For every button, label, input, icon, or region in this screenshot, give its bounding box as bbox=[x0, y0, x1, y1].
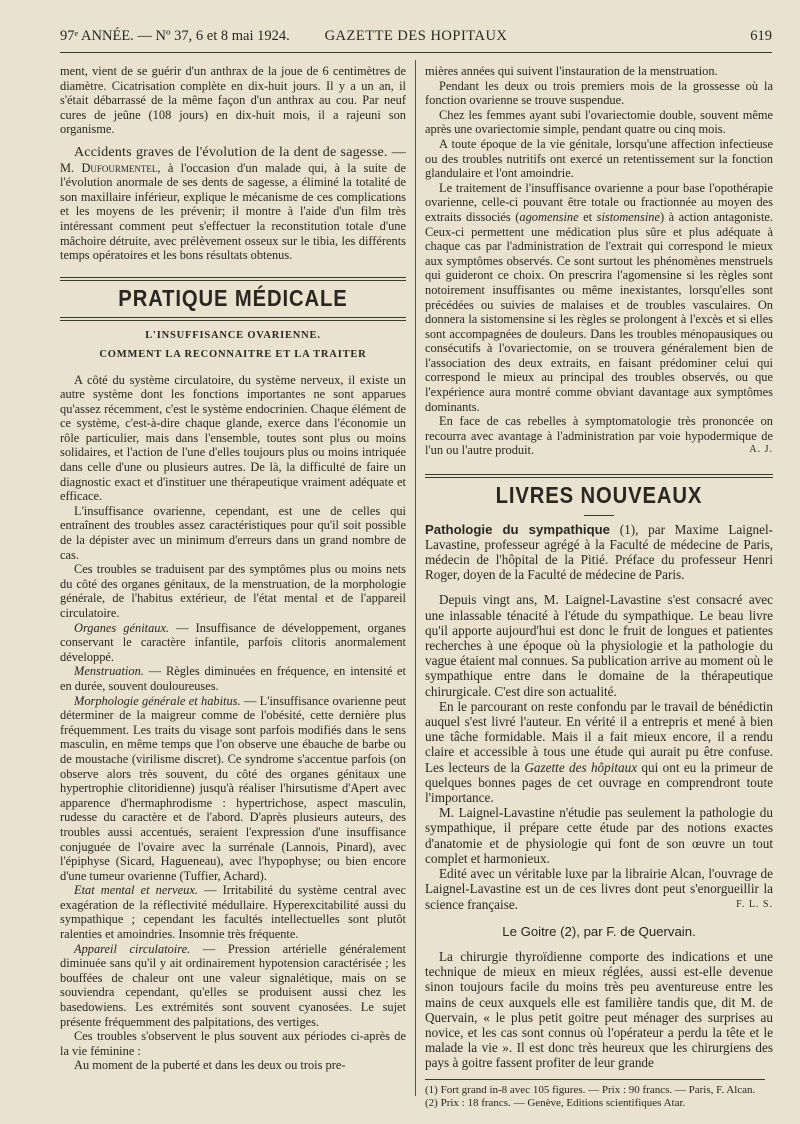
footnote-rule bbox=[425, 1079, 765, 1080]
gazette-title: Gazette des hôpitaux bbox=[524, 759, 638, 775]
puberte-paragraph: Au moment de la puberté et dans les deux ou trois pre- bbox=[74, 1058, 346, 1073]
agomensine-term: agomensine bbox=[519, 209, 579, 224]
periodes-paragraph: Ces troubles s'observent le plus souvent aux périodes ci-après de la vie féminine : bbox=[60, 1029, 406, 1058]
header-rule bbox=[60, 52, 772, 53]
left-column bbox=[60, 64, 406, 1073]
section-rule bbox=[60, 277, 406, 281]
footnote-2: (2) Prix : 18 francs. — Genève, Editions scientifiques Atar. bbox=[425, 1096, 686, 1109]
journal-title: GAZETTE DES HOPITAUX bbox=[324, 28, 508, 44]
footnote-1: (1) Fort grand in-8 avec 105 figures. — Prix : 90 francs. — Paris, F. Alcan. bbox=[425, 1083, 756, 1096]
grossesse-paragraph: Pendant les deux ou trois premiers mois de la grossesse où la fonction ovarienne se trouve suspendue. bbox=[425, 78, 773, 108]
accidents-paragraph bbox=[60, 145, 406, 263]
book1-paragraph-1: Depuis vingt ans, M. Laignel-Lavastine s'est consacré avec une inlassable ténacité à l'étude du sympathique. Le beau livre qu'il apporte aujourd'hui est donc le fruit de longues et patientes recherches à une époque où la physiologie et la pathologie du vague étaient mal connues. Sa publication arrive au moment où le sympathique entre dans le domaine de la thérapeutique chirurgicale. C'est dire son actualité. bbox=[425, 592, 773, 699]
appareil-label: Appareil circulatoire. bbox=[74, 941, 191, 956]
appareil-paragraph bbox=[60, 942, 406, 1030]
article-subtitle: COMMENT LA RECONNAITRE ET LA TRAITER bbox=[99, 348, 367, 360]
traitement-paragraph bbox=[425, 181, 773, 415]
menstruation-paragraph bbox=[60, 664, 406, 693]
book2-title: Le Goitre (2), par F. de Quervain. bbox=[502, 923, 696, 939]
troubles-paragraph: Ces troubles se traduisent par des symptômes plus ou moins nets du côté des organes génitaux, de la menstruation, de la morphologie générale, de l'habitus extérieur, de l'état mental et de l'appareil circulatoire. bbox=[60, 562, 406, 620]
ovariectomie-paragraph: Chez les femmes ayant subi l'ovariectomie double, souvent même après une ovariectomie simple, pendant quatre ou cinq mois. bbox=[425, 107, 773, 137]
book1-paragraph-4 bbox=[425, 866, 773, 912]
issue-info: 97ᵉ ANNÉE. — Nº 37, 6 et 8 mai 1924. bbox=[60, 28, 290, 44]
page-number: 619 bbox=[750, 28, 772, 44]
continuation-paragraph: mières années qui suivent l'instauration de la menstruation. bbox=[425, 64, 718, 78]
intro-paragraph: A côté du système circulatoire, du système nerveux, il existe un autre système dont les fonctions importantes ne sont apparues qu'assez récemment, c'est le système endocrinien. Chaque élément de ce système, c'est-à-dire chaque glande, exerce dans l'économie un rôle particulier, mais dans l'ensemble, toutes sont plus ou moins solidaires, et l'action de l'une d'elles toujours plus ou moins intriquée dans celle d'une ou plusieurs autres. De là, la difficulté de faire un diagnostic exact et d'instituer une thérapeutique vraiment adéquate et efficace. bbox=[60, 372, 406, 504]
etat-label: Etat mental et nerveux. bbox=[74, 883, 198, 898]
signature-aj: A. J. bbox=[749, 444, 773, 456]
appareil-text: — Pression artérielle généralement diminuée sans qu'il y ait ordinairement hypotension caractérisée ; les bouffées de chaleur ont une valeur signalétique, mais on se souviendra cependant, qu'elles se produisent aussi chez les basedowiens. Les extrémités sont souvent cyanosées. Le sujet présente fréquemment des palpitations, des vertiges. bbox=[60, 941, 406, 1029]
et-word: et bbox=[578, 209, 597, 224]
section-rule bbox=[60, 317, 406, 321]
rebelles-text: En face de cas rebelles à symptomatologie très prononcée on recourra avec avantage à l'administration par voie hypodermique de l'un ou l'autre produit. bbox=[425, 414, 773, 458]
book2-paragraph-1: La chirurgie thyroïdienne comporte des indications et une technique de mieux en mieux réglées, aussi est-elle devenue sinon toujours facile du moins très peu aventureuse entre les mains de ceux auxquels elle est familière tandis que, dit M. de Quervain, « le plus petit goitre peut ménager des surprises au novice, et les cas sont connus où l'opérateur a perdu la tête et le malade la vie ». Il est donc très heureux que les chirurgiens des pays à goitre fassent profiter de leur grande bbox=[425, 948, 773, 1071]
toute-epoque-paragraph: A toute époque de la vie génitale, lorsqu'une affection infectieuse ou des troubles nutritifs ont exercé un retentissement sur la fonction glandulaire et l'ont amoindrie. bbox=[425, 136, 773, 181]
traitement-text-b: ) à action antagoniste. Ceux-ci permettent une médication plus sûre et plus adéquate à chaque cas par l'administration de l'extrait qui correspond le mieux aux symptômes observés. Ce sont surtout les phénomènes menstruels qui guideront ce choix. On prescrira l'agomensine si les règles sont notoirement insuffisantes ou même inexistantes, lorsqu'elles sont précédées ou suivies de malaises et de troubles vasculaires. On donnera la sistomensine si les règles se prolongent à l'excès et si elles sont accompagnées de douleurs. Dans les troubles ménopausiques ou consécutifs à l'ovariectomie, on se trouvera généralement bien de l'association des deux extraits, en faisant prédominer celui qui correspond le mieux au principal des troubles observés, ou que l'expérience aura montré comme obviant davantage aux symptômes dominants. bbox=[425, 209, 773, 414]
morphologie-text: — L'insuffisance ovarienne peut déterminer de la maigreur comme de l'obésité, cette dernière plus fréquemment. Les traits du visage sont parfois modifiés dans le sens masculin, en même temps que l'on observe une ébauche de barbe ou de moustache (virilisme discret). Ce syndrome s'accentue parfois (on observe alors très souvent, du côté des organes génitaux une hypertrophie clitoridienne) jusqu'à réaliser l'hirsutisme d'Apert avec apparence d'hermaphrodisme : hypertrichose, aspect masculin, rudesse du caractère et de l'abord. D'après plusieurs auteurs, des troubles aussi accentués, seraient l'expression d'une insuffisance conjuguée de l'ovaire avec la surrénale (Lannois, Pinard), avec l'épiphyse (Sicard, Hagueneau), avec l'hypophyse; ou bien encore d'une tumeur ovarienne (Tuffier, Achard). bbox=[60, 693, 406, 883]
book1-paragraph-2 bbox=[425, 699, 773, 805]
section-title-livres: LIVRES NOUVEAUX bbox=[495, 482, 703, 509]
etat-text: — Irritabilité du système central avec exagération de la réflectivité médullaire. Hyperexcitabilité aussi du sympathique ; cependant les facultés intellectuelles sont plutôt ralenties et amoindries. Insomnie très fréquente. bbox=[60, 883, 406, 942]
book1-p4-text: Edité avec un véritable luxe par la librairie Alcan, l'ouvrage de Laignel-Lavastine est un de ces livres dont peut s'enorgueillir la science française. bbox=[425, 866, 773, 912]
page-header bbox=[60, 28, 772, 50]
accidents-author: M. Dufourmentel, bbox=[60, 160, 161, 175]
book2-heading bbox=[425, 924, 773, 939]
etat-paragraph bbox=[60, 883, 406, 941]
signature-fls: F. L. S. bbox=[736, 898, 773, 910]
morphologie-label: Morphologie générale et habitus. bbox=[74, 693, 241, 708]
menstruation-text: — Règles diminuées en fréquence, en intensité et en durée, souvent douloureuses. bbox=[60, 664, 406, 693]
book1-p2-a: En le parcourant on reste confondu par le travail de bénédictin auquel s'est livré l'auteur. En vérité il a entrepris et mené à bien une tâche formidable. Mais il a fait mieux encore, il a rendu claire et accessible à tous une étude qui aurait pu être confuse. Les lecteurs de la bbox=[425, 698, 773, 775]
anthrax-paragraph: ment, vient de se guérir d'un anthrax de la joue de 6 centimètres de diamètre. Cicatrisation complète en dix-huit jours. Il y a un an, il s'était débarrassé de la même façon d'un anthrax au cou. Par neuf cures de jeûne (108 jours) en dix-huit mois, il a rajeuni son organisme. bbox=[60, 64, 406, 137]
traitement-text-a: Le traitement de l'insuffisance ovarienne a pour base l'opothérapie ovarienne, celle-ci pouvant être totale ou fractionnée au moyen des extraits dissociés ( bbox=[425, 180, 773, 224]
short-rule bbox=[584, 515, 614, 516]
column-divider bbox=[415, 60, 416, 1096]
organes-text: — Insuffisance de développement, organes conservant le caractère infantile, parfois clitoris anormalement développé. bbox=[60, 620, 406, 664]
accidents-title: Accidents graves de l'évolution de la dent de sagesse. — bbox=[74, 144, 406, 160]
section-rule bbox=[425, 474, 773, 478]
article-title: L'INSUFFISANCE OVARIENNE. bbox=[145, 330, 321, 342]
accidents-body: à l'occasion d'un malade qui, à la suite de l'évolution anormale de ses dents de sagesse, a éliminé la totalité de son maxillaire inférieur, explique le mécanisme de ces complications et les moyens de les prévenir; il montre à l'aide d'un film très intéressant comment peut s'effectuer la reconstitution totale d'une mâchoire détruite, avec prélèvement osseux sur le tibia, les différents temps opératoires et les bons résultats obtenus. bbox=[60, 160, 406, 263]
right-column bbox=[425, 64, 773, 1110]
book1-info: (1), par Maxime Laignel-Lavastine, professeur agrégé à la Faculté de médecine de Paris, médecin de l'hôpital de la Pitié. Préface du professeur Henri Roger, doyen de la Faculté de médecine de Paris. bbox=[425, 521, 773, 583]
menstruation-label: Menstruation. bbox=[74, 664, 144, 679]
organes-label: Organes génitaux. bbox=[74, 620, 170, 635]
organes-paragraph bbox=[60, 621, 406, 665]
book1-title: Pathologie du sympathique bbox=[425, 521, 611, 537]
book-review-2 bbox=[425, 949, 773, 1071]
morphologie-paragraph bbox=[60, 694, 406, 884]
insuffisance-paragraph: L'insuffisance ovarienne, cependant, est une de celles qui entraînent des troubles assez caractéristiques pour qu'il soit possible de la dépister avec un minimum d'erreurs dans un grand nombre de cas. bbox=[60, 503, 406, 562]
section-title-pratique: PRATIQUE MÉDICALE bbox=[118, 284, 348, 311]
book-review-1 bbox=[425, 522, 773, 912]
rebelles-paragraph bbox=[425, 414, 773, 458]
sistomensine-term: sistomensine bbox=[596, 209, 660, 224]
book1-p2-b: qui ont eu la primeur de quelques bonnes pages de cet ouvrage en comprendront toute l'importance. bbox=[425, 759, 774, 806]
book1-paragraph-3: M. Laignel-Lavastine n'étudie pas seulement la pathologie du sympathique, il prépare cette étude par des notions exactes d'anatomie et de physiologie qui font de son œuvre un tout complet et harmonieux. bbox=[425, 805, 773, 866]
book1-heading bbox=[425, 522, 773, 583]
